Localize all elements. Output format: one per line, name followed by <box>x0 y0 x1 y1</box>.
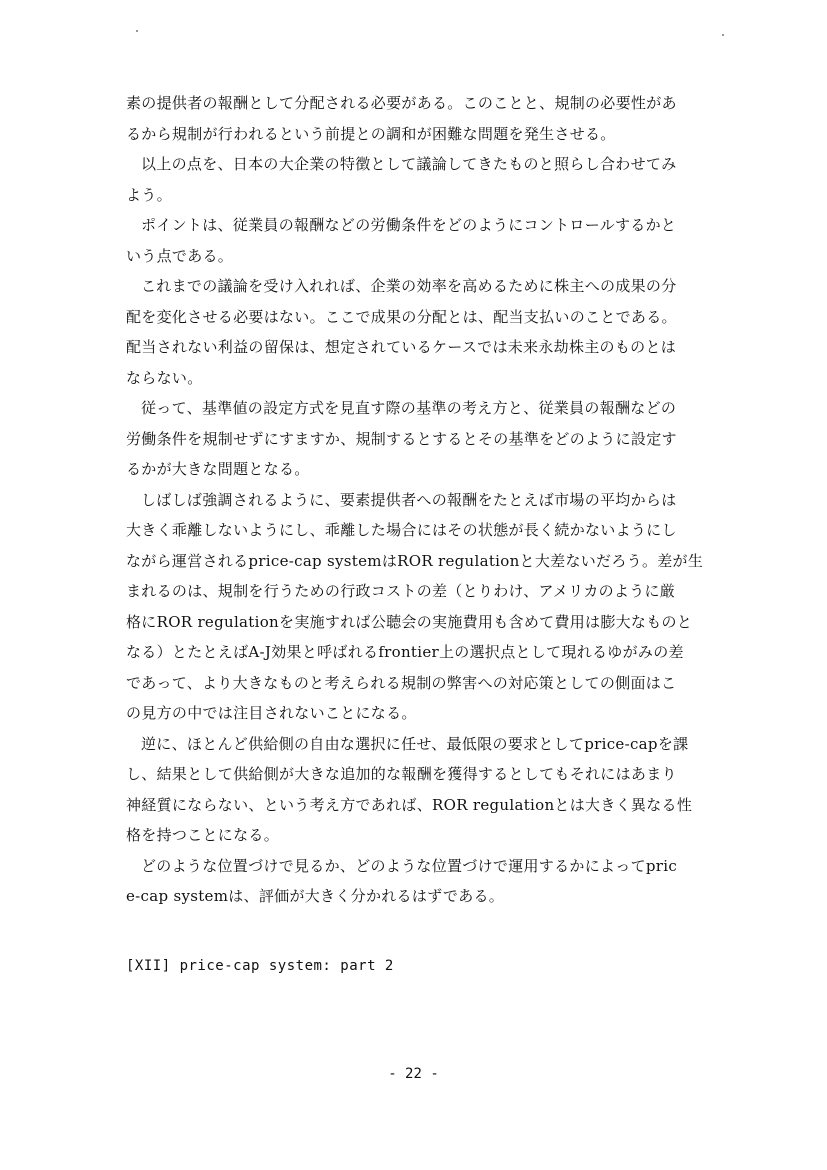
text-line: 素の提供者の報酬として分配される必要がある。このことと、規制の必要性があ <box>126 94 677 112</box>
text-line: e-cap systemは、評価が大きく分かれるはずである。 <box>126 887 505 905</box>
text-line: いう点である。 <box>126 246 234 265</box>
text-line: ならない。 <box>126 368 203 387</box>
text-line: これまでの議論を受け入れれば、企業の効率を高めるために株主への成果の分 <box>141 277 677 295</box>
text-line: ながら運営されるprice-cap systemはROR regulationと大差ないだろう。差が生 <box>126 551 704 570</box>
text-line: し、結果として供給側が大きな追加的な報酬を獲得するとしてもそれにはあまり <box>126 765 677 783</box>
text-line: 配を変化させる必要はない。ここで成果の分配とは、配当支払いのことである。 <box>126 307 677 326</box>
text-line: どのような位置づけで見るか、どのような位置づけで運用するかによってpric <box>141 856 678 875</box>
text-line: 逆に、ほとんど供給側の自由な選択に任せ、最低限の要求としてprice-capを課 <box>141 734 689 753</box>
text-line: 以上の点を、日本の大企業の特徴として議論してきたものと照らし合わせてみ <box>141 155 677 173</box>
text-line: 神経質にならない、という考え方であれば、ROR regulationとは大きく異なる性 <box>126 795 693 814</box>
text-line: であって、より大きなものと考えられる規制の弊害への対応策としての側面はこ <box>126 673 677 692</box>
body-text <box>126 88 718 912</box>
text-line: の見方の中では注目されないことになる。 <box>126 704 417 722</box>
text-line: ポイントは、従業員の報酬などの労働条件をどのようにコントロールするかと <box>141 216 677 234</box>
text-line: 労働条件を規制せずにすますか、規制するとするとその基準をどのように設定す <box>126 429 677 448</box>
text-line: 従って、基準値の設定方式を見直す際の基準の考え方と、従業員の報酬などの <box>141 399 677 417</box>
text-line: 格にROR regulationを実施すれば公聴会の実施費用も含めて費用は膨大なものと <box>126 612 693 631</box>
section-heading: [XII] price-cap system: part 2 <box>126 958 394 974</box>
text-line: なる）とたとえばA-J効果と呼ばれるfrontier上の選択点として現れるゆがみの差 <box>126 643 684 661</box>
text-line: るから規制が行われるという前提との調和が困難な問題を発生させる。 <box>126 124 616 143</box>
text-line: まれるのは、規制を行うための行政コストの差（とりわけ、アメリカのように厳 <box>126 582 676 600</box>
text-line: 配当されない利益の留保は、想定されているケースでは未来永劫株主のものとは <box>126 338 677 356</box>
scan-speck <box>136 30 138 32</box>
scan-speck <box>722 34 724 36</box>
text-line: よう。 <box>126 185 172 204</box>
text-line: 大きく乖離しないようにし、乖離した場合にはその状態が長く続かないようにし <box>126 521 677 539</box>
text-line: しばしば強調されるように、要素提供者への報酬をたとえば市場の平均からは <box>141 490 677 509</box>
text-line: 格を持つことになる。 <box>126 826 280 844</box>
text-line: るかが大きな問題となる。 <box>126 460 310 478</box>
page-number: - 22 - <box>388 1066 439 1082</box>
